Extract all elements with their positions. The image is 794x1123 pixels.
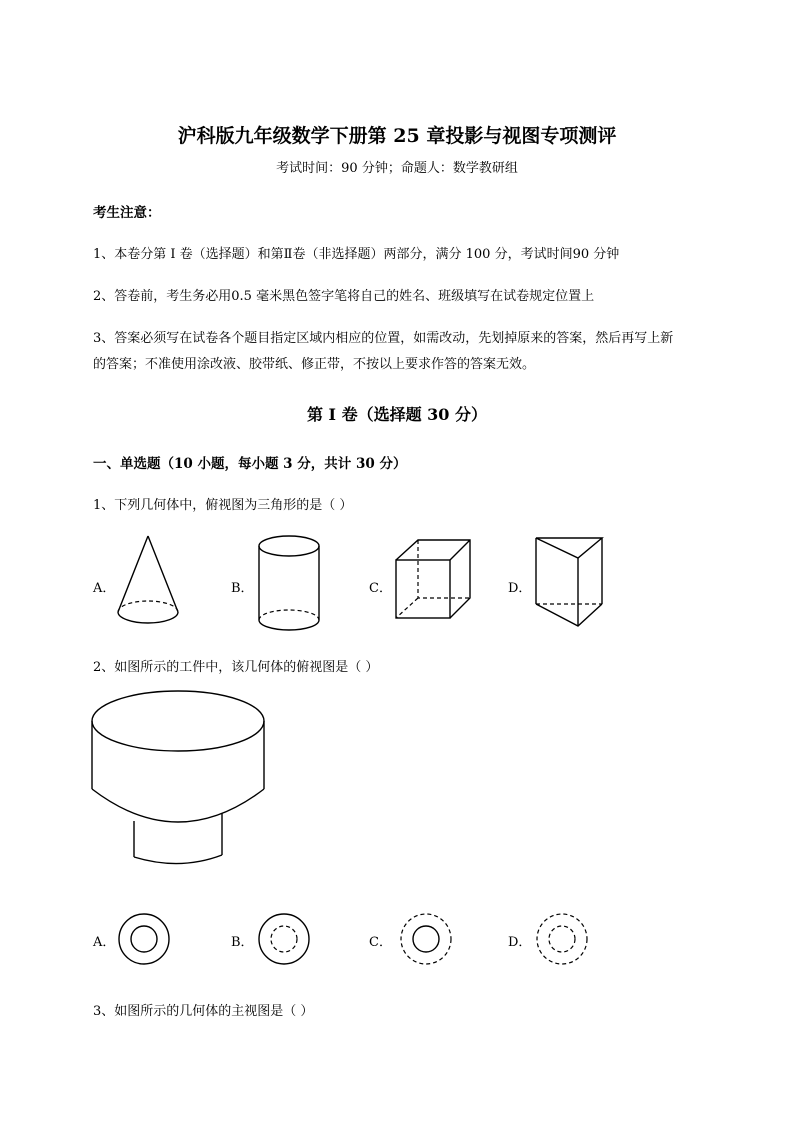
concentric-circles-solid-icon — [116, 911, 172, 967]
cylinder-icon — [255, 530, 325, 634]
cone-icon — [112, 530, 188, 630]
q2-option-b-label: B． — [231, 935, 254, 950]
workpiece-figure — [88, 685, 268, 885]
notice-item-3-line-1: 3、答案必须写在试卷各个题目指定区域内相应的位置，如需改动，先划掉原来的答案，然后再写上新 — [93, 331, 674, 346]
q1-option-c-label: C． — [369, 581, 392, 596]
q1-option-a-label: A． — [93, 581, 116, 596]
q2-option-a-label: A． — [93, 935, 116, 950]
question-3: 3、如图所示的几何体的主视图是（ ） — [93, 1004, 314, 1019]
question-1: 1、下列几何体中，俯视图为三角形的是（ ） — [93, 498, 353, 513]
exam-info: 考试时间：90 分钟；命题人：数学教研组 — [276, 161, 518, 176]
section-title: 第 I 卷（选择题 30 分） — [306, 405, 488, 424]
q1-option-d-label: D． — [508, 581, 532, 596]
dashed-outer-solid-inner-icon — [398, 911, 454, 967]
page-title: 沪科版九年级数学下册第 25 章投影与视图专项测评 — [177, 125, 617, 147]
dashed-concentric-circles-icon — [534, 911, 590, 967]
question-2: 2、如图所示的工件中，该几何体的俯视图是（ ） — [93, 660, 379, 675]
notice-heading: 考生注意： — [93, 205, 161, 221]
q2-option-c-label: C． — [369, 935, 392, 950]
q2-option-d-label: D． — [508, 935, 532, 950]
circle-with-dashed-inner-icon — [256, 911, 312, 967]
notice-item-1: 1、本卷分第 I 卷（选择题）和第Ⅱ卷（非选择题）两部分，满分 100 分，考试时间90 分钟 — [93, 247, 620, 262]
notice-item-3-line-2: 的答案；不准使用涂改液、胶带纸、修正带，不按以上要求作答的答案无效。 — [93, 357, 536, 372]
notice-item-2: 2、答卷前，考生务必用0.5 毫米黑色签字笔将自己的姓名、班级填写在试卷规定位置上 — [93, 289, 595, 304]
cube-icon — [392, 536, 474, 626]
part-heading: 一、单选题（10 小题，每小题 3 分，共计 30 分） — [93, 456, 407, 472]
triangular-prism-icon — [532, 534, 608, 632]
q1-option-b-label: B． — [231, 581, 254, 596]
